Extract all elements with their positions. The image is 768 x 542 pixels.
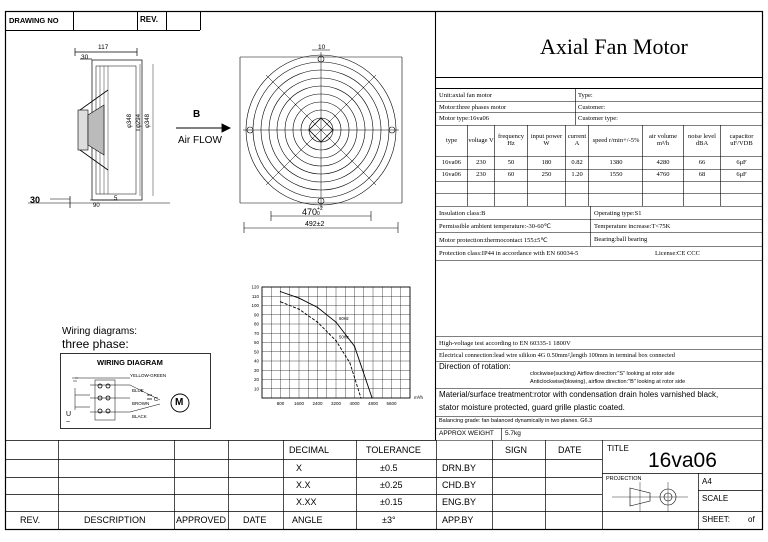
chart-x-tick-label: 800 [276,401,285,406]
spec-col-air-volume: air volume m³/h [649,133,677,147]
chart-y-tick-label: 70 [253,330,259,336]
note-electrical: Electrical connection:lead wire silikon 4G 0.50mm²,length 100mm in terminal box connected [439,352,675,359]
chart-y-tick-label: 10 [253,386,259,392]
chart-point-60hz [335,322,336,323]
spec-col-voltage: voltage V [468,136,494,144]
role-app: APP.BY [442,515,474,525]
chart-x-tick-label: 2400 [312,401,323,406]
role-drn: DRN.BY [442,463,477,473]
spec-r2-capacitor: 6μF [736,171,747,179]
product-title: Axial Fan Motor [540,34,688,59]
tol-value-x: ±0.5 [380,463,398,473]
dim-30-top: 30 [81,54,89,61]
chart-y-tick-label: 40 [253,358,259,364]
spec-motor: Motor:three phases motor [439,103,507,111]
spec-r1-current: 0.82 [571,158,583,166]
spec-customer-label: Customer: [578,103,606,111]
sign-header: SIGN [505,445,528,455]
spec-r2-current: 1.20 [571,171,583,179]
spec-col-capacitor: capacitor uF/VDB [729,133,754,147]
date-column: DATE [243,515,267,525]
chart-series-label-50hz: 50Hz [339,334,349,340]
wire-yellow-green: YELLOW-GREEN [130,373,167,378]
wire-blue: BLUE [132,388,144,393]
tol-key-x-x: X.X [296,480,311,490]
drawing-no-label: DRAWING NO [9,16,59,25]
chart-y-tick-label: 100 [251,303,259,308]
chart-y-tick-label: 90 [253,312,259,318]
chart-point-60hz [317,307,318,308]
chart-point-50hz [280,301,281,302]
chart-point-50hz [349,362,350,363]
date-header: DATE [558,445,582,455]
spec-r2-frequency: 60 [507,171,515,179]
rev-column: REV. [20,515,41,525]
spec-r2-noise: 68 [698,171,706,179]
spec-temp-increase: Temperature increase:T<75K [594,222,671,230]
motor-symbol: M [175,397,184,408]
spec-type-label: Type: [578,91,593,99]
dim-phi-c: φ348 [144,114,151,128]
chart-y-tick-label: 30 [253,367,259,373]
wire-brown: BROWN [132,401,150,406]
note-rotation-heading: Direction of rotation: [439,362,511,371]
spec-r1-noise: 66 [698,158,706,166]
spec-r1-capacitor: 6μF [736,158,747,166]
note-rotation-cw: clockwise(sucking) Airflow direction:"S" looking at rotor side [530,371,675,377]
spec-r1-power: 180 [541,158,552,166]
tol-key-x: X [296,463,303,473]
spec-r1-voltage: 230 [476,158,486,166]
voltage-u-label: U [66,411,72,418]
spec-col-speed: speed r/min+/-5% [592,136,640,144]
title-label: TITLE [607,444,629,453]
dim-470 [302,208,323,218]
dim-phi-b: φ294 [135,114,142,128]
chart-point-50hz [298,309,299,310]
dim-117: 117 [98,44,109,51]
wiring-heading: Wiring diagrams: [62,326,138,337]
spec-r2-air-volume: 4760 [656,171,670,179]
dim-30-bottom: 30 [30,195,41,205]
dim-90: 90 [93,203,100,209]
chart-x-unit: m³/h [414,395,423,400]
chart-y-tick-label: 120 [251,284,259,290]
spec-motor-type: Motor type:16va06 [439,115,490,122]
chart-point-50hz [360,397,361,398]
projection-label: PROJECTION [606,476,642,482]
tolerance-header: TOLERANCE [366,445,421,455]
chart-x-tick-label: 4800 [367,401,379,406]
spec-operating-type: Operating type:S1 [594,209,642,217]
spec-r1-speed: 1380 [609,158,623,166]
dim-5: 5 [114,196,118,202]
spec-r1-air-volume: 4280 [656,158,670,166]
spec-insulation: Insulation class:B [439,209,486,217]
sheet-of: of [748,515,755,524]
role-chd: CHD.BY [442,480,477,490]
dim-10: 10 [318,44,326,51]
description-column: DESCRIPTION [84,515,146,525]
spec-unit: Unit:axial fan motor [439,91,493,99]
chart-y-tick-label: 20 [253,377,259,382]
chart-series-label-60hz: 60Hz [339,316,349,322]
wiring-subheading: three phase: [62,337,129,351]
spec-col-noise: noise level dBA [688,133,716,147]
tol-key-angle: ANGLE [292,515,323,525]
note-balancing: Balancing grade: fan balanced dynamically in two planes. G6.3 [439,418,593,424]
wiring-box-title: WIRING DIAGRAM [97,358,163,367]
role-eng: ENG.BY [442,497,477,507]
weight-value: 5.7kg [505,430,521,437]
paper-size: A4 [702,477,712,486]
dim-470-tol-upper: +2 [317,206,323,212]
airflow-label: Air FLOW [178,135,222,146]
rev-label: REV. [140,15,158,24]
airflow-direction-letter: B [193,109,201,120]
note-material: Material/surface treatment:rotor with condensation drain holes varnished black, [439,390,719,399]
chart-point-60hz [280,291,281,292]
tol-value-x-xx: ±0.15 [380,497,403,507]
dim-470-tol-lower: 0 [317,211,320,217]
spec-col-current: current A [567,133,587,147]
scale-label: SCALE [702,494,729,503]
spec-r2-voltage: 230 [476,171,486,179]
spec-col-type: type [445,136,458,144]
sheet-label: SHEET: [702,515,731,524]
chart-y-tick-label: 110 [251,293,259,299]
title-value: 16va06 [648,449,717,472]
chart-x-tick-label: 5600 [386,401,397,406]
tol-key-x-xx: X.XX [296,497,317,507]
spec-r2-power: 250 [541,171,552,179]
chart-x-tick-label: 1600 [293,401,305,406]
spec-license: License:CE CCC [655,250,700,257]
capacitor-label: C [154,397,158,403]
weight-label: APPROX WEIGHT [439,430,494,437]
chart-y-tick-label: 50 [253,349,259,355]
spec-r1-type: 16va06 [441,158,462,166]
dim-phi-a: φ348 [126,114,133,128]
ac-tilde: ~ [66,419,71,426]
spec-bearing: Bearing:ball bearing [594,236,648,243]
spec-col-frequency: frequency Hz [498,133,524,147]
tol-value-x-x: ±0.25 [380,480,403,490]
wire-black: BLACK [132,414,147,419]
note-rotation-ccw: Anticlockwise(blowing), airflow direction:"B" looking at rotor side [530,379,686,385]
dim-470-value: 470 [302,207,318,217]
tol-value-angle: ±3° [382,515,396,525]
chart-series-line-50hz [281,302,361,398]
decimal-header: DECIMAL [289,445,330,455]
chart-point-50hz [317,322,318,323]
chart-point-60hz [298,298,299,299]
note-hv-test: High-voltage test according to EN 60335-1 1800V [439,339,571,347]
chart-y-tick-label: 60 [253,340,259,345]
spec-ambient: Permissible ambient temperature:-30-60℃ [439,223,551,230]
chart-point-60hz [354,346,355,347]
chart-y-tick-label: 80 [253,321,259,327]
spec-customer-type-label: Customer type: [578,115,618,122]
chart-point-60hz [371,397,372,398]
spec-protection: Motor protection:thermocontact 155±5℃ [439,236,548,244]
spec-r2-speed: 1550 [609,171,623,179]
spec-r2-type: 16va06 [441,171,462,179]
spec-protection-class: Protection class:IP44 in accordance with EN 60034-5 [439,250,579,257]
note-material-2: stator moisture protected, guard grille plastic coated. [439,403,625,412]
spec-col-input-power: input power W [530,133,563,147]
spec-r1-frequency: 50 [507,158,515,166]
chart-x-tick-label: 3200 [330,401,342,406]
chart-x-tick-label: 4000 [349,401,360,406]
chart-point-50hz [335,340,336,341]
approved-column: APPROVED [176,515,227,525]
dim-492: 492±2 [305,221,325,228]
